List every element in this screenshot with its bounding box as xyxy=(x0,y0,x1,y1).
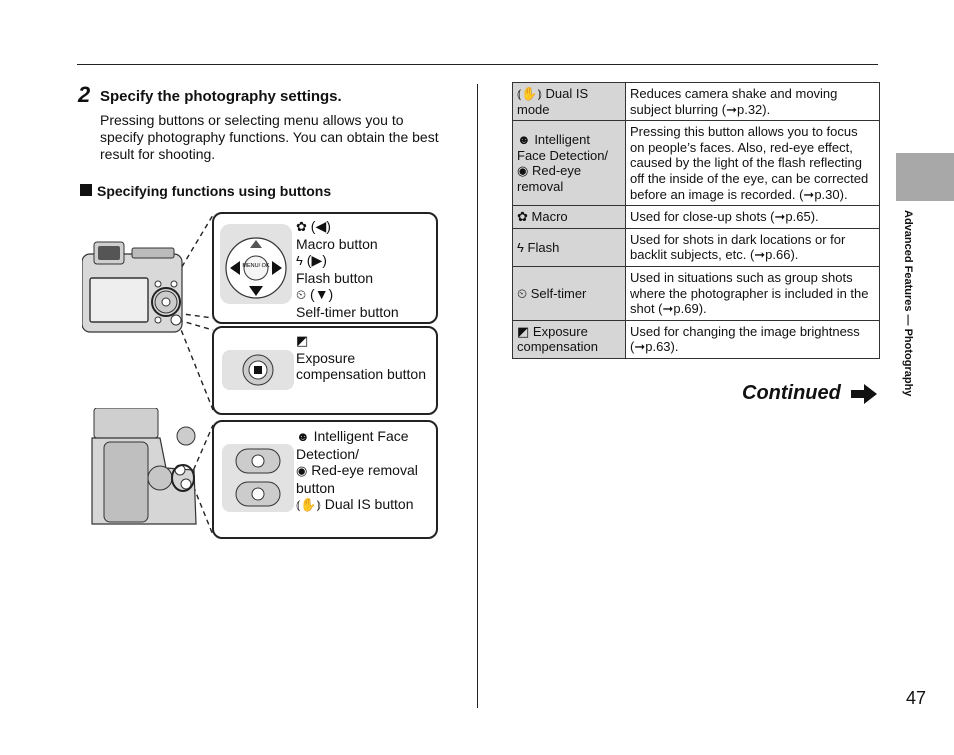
macro-button-label: Macro button xyxy=(296,235,378,252)
self-timer-button-label: Self-timer button xyxy=(296,303,399,320)
exposure-button-image xyxy=(222,350,294,390)
function-desc: Used in situations such as group shots where the photographer is included in the shot (➞p.69). xyxy=(626,266,880,320)
flash-symbol: (▶) xyxy=(306,252,327,268)
red-eye-label: Red-eye removal button xyxy=(296,462,418,496)
step-intro: Pressing buttons or selecting menu allows you to specify photography functions. You can obtain the best result for shooting. xyxy=(100,112,439,162)
flash-icon: ϟ xyxy=(517,239,524,255)
function-name: Exposure compensation xyxy=(517,323,598,355)
section-heading: Specifying functions using buttons xyxy=(97,183,332,199)
function-name: Intelligent Face Detection/ xyxy=(517,131,609,163)
flash-icon: ϟ xyxy=(296,253,303,268)
face-dualis-buttons-image xyxy=(222,444,294,512)
continued-label: Continued xyxy=(742,382,841,404)
exposure-button-label: Exposure compensation button xyxy=(296,349,426,382)
dial-menu-label: MENU/ OK xyxy=(242,263,270,269)
face-callout xyxy=(212,420,438,539)
red-eye-icon: ◉ xyxy=(296,463,308,478)
face-detection-icon: ☻ xyxy=(296,429,310,444)
function-name: Macro xyxy=(531,209,568,225)
camera-top-image xyxy=(90,408,200,530)
function-desc: Pressing this button allows you to focus on people’s faces. Also, red-eye effect, caused by the light of the flash reflecting off the inside of the eye, can be corrected before an image is recorded. (➞p.30). xyxy=(626,121,880,206)
table-row xyxy=(513,228,880,266)
dual-is-icon: ⦅✋⦆ xyxy=(296,497,321,512)
function-table xyxy=(512,82,880,359)
exposure-icon: ◩ xyxy=(296,333,309,348)
camera-back-image xyxy=(82,240,188,338)
dial-callout xyxy=(212,212,438,324)
macro-symbol: (◀) xyxy=(310,218,331,234)
table-row xyxy=(513,83,880,121)
step-title: Specify the photography settings. xyxy=(100,88,342,105)
exposure-icon: ◩ xyxy=(517,323,530,339)
chapter-side-label xyxy=(902,210,914,410)
exposure-callout xyxy=(212,326,438,415)
step-number: 2 xyxy=(78,82,91,107)
arrow-right-icon xyxy=(851,384,877,404)
function-desc: Used for changing the image brightness (➞p.63). xyxy=(626,320,880,358)
self-timer-icon: ⏲ xyxy=(296,287,307,302)
function-desc: Used for shots in dark locations or for backlit subjects, etc. (➞p.66). xyxy=(626,228,880,266)
macro-icon: ✿ xyxy=(517,209,528,225)
face-detection-label: Intelligent Face Detection/ xyxy=(296,428,409,462)
self-timer-icon: ⏲ xyxy=(517,285,528,301)
table-row xyxy=(513,320,880,358)
function-name: Flash xyxy=(527,239,560,255)
macro-icon: ✿ xyxy=(296,219,307,234)
function-desc: Used for close-up shots (➞p.65). xyxy=(626,206,880,229)
chapter-tab xyxy=(896,153,954,201)
function-desc: Reduces camera shake and moving subject blurring (➞p.32). xyxy=(626,83,880,121)
face-detection-icon: ☻ xyxy=(517,131,531,147)
function-name: Self-timer xyxy=(530,285,587,301)
dual-is-label: Dual IS button xyxy=(324,496,414,512)
table-row xyxy=(513,121,880,206)
function-name: Red-eye removal xyxy=(517,163,582,194)
chapter-label-text: Advanced Features — Photography xyxy=(902,210,914,397)
table-row xyxy=(513,266,880,320)
timer-symbol: (▼) xyxy=(310,286,334,302)
dial-image xyxy=(220,224,292,304)
table-row xyxy=(513,206,880,229)
dual-is-icon: ⦅✋⦆ xyxy=(517,86,542,101)
function-name: Dual IS mode xyxy=(517,86,589,117)
page-number: 47 xyxy=(906,688,927,708)
red-eye-icon: ◉ xyxy=(517,163,529,179)
flash-button-label: Flash button xyxy=(296,269,374,286)
